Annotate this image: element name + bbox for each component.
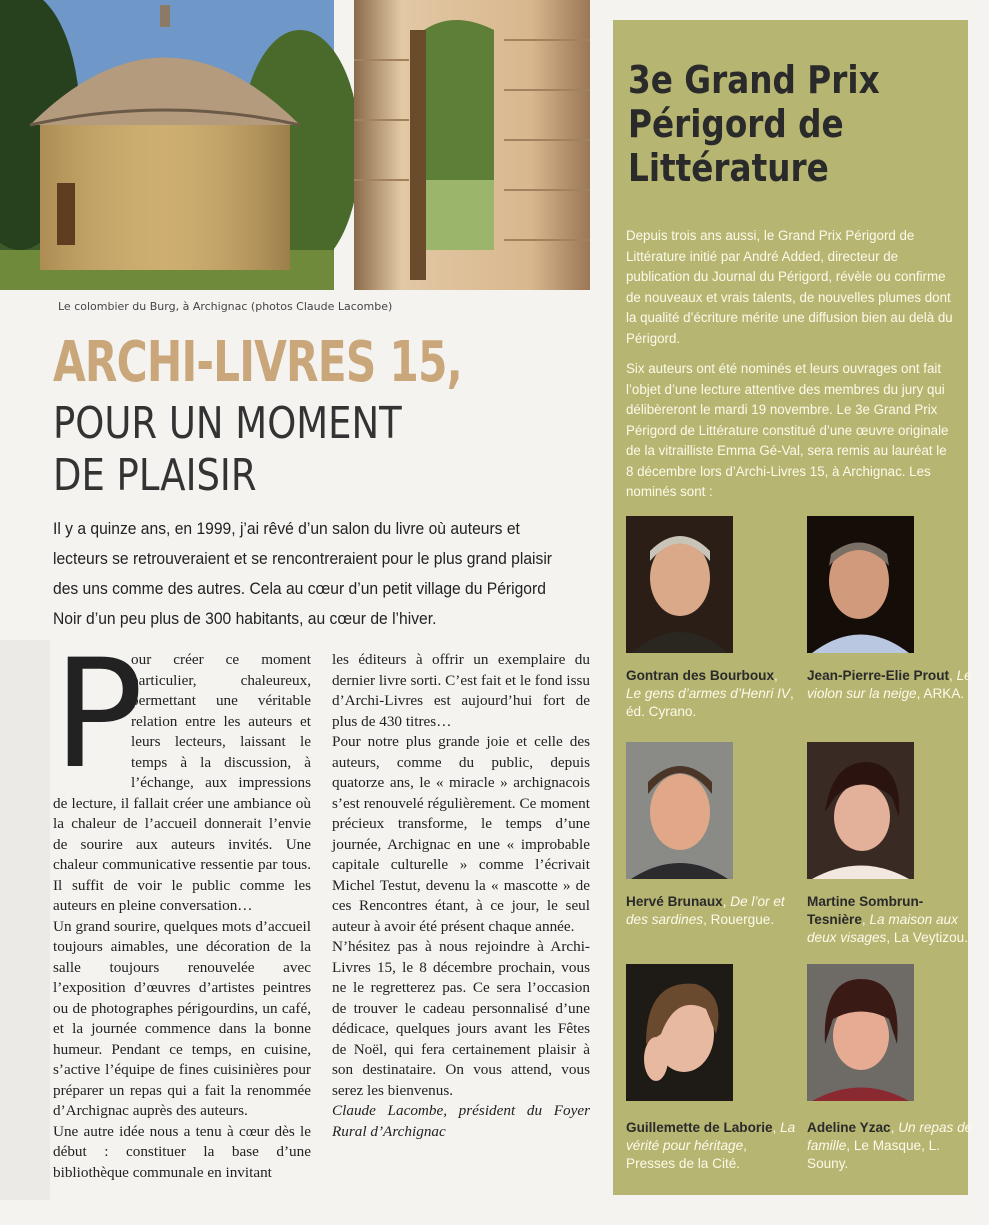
portrait-nominee-5	[626, 964, 733, 1101]
nominee-book-title: Un repas de famille	[807, 1120, 973, 1153]
prize-title-line1: 3e Grand Prix	[628, 58, 880, 102]
article-paragraph: Une autre idée nous a tenu à cœur dès le début : constituer la base d’une bibliothèque communale en invitant	[53, 1122, 311, 1181]
nominee-publisher: , Le Masque, L. Souny.	[807, 1138, 940, 1171]
photo-colombier	[0, 0, 334, 290]
nominee-name: Adeline Yzac	[807, 1120, 891, 1135]
nominee-separator: ,	[774, 668, 778, 683]
article-paragraph: les éditeurs à offrir un exemplaire du dernier livre sorti. C’est fait et le fond issu d’Archi-Livres est aujourd’hui fort de plus de 430 titres…	[332, 651, 590, 730]
nominee-caption	[626, 893, 796, 929]
prize-title-line3: Littérature	[628, 146, 829, 190]
nominee-separator: ,	[949, 668, 957, 683]
nominee-caption	[807, 667, 977, 703]
portrait-nominee-2	[807, 516, 914, 653]
photo-caption: Le colombier du Burg, à Archignac (photos Claude Lacombe)	[58, 300, 393, 313]
dropcap-p	[53, 628, 144, 802]
nominee-name: Hervé Brunaux	[626, 894, 723, 909]
intro-paragraph: Il y a quinze ans, en 1999, j’ai rêvé d’un salon du livre où auteurs et lecteurs se retrouveraient et se rencontreraient pour le plus grand plaisir des uns comme des autres. Cela au cœur d’un petit village du Périgord Noir d’un peu plus de 300 habitants, au cœur de l’hiver.	[53, 519, 553, 628]
nominee-publisher: , éd. Cyrano.	[626, 686, 794, 719]
prize-paragraph: Depuis trois ans aussi, le Grand Prix Périgord de Littérature initié par André Added, directeur de publication du Journal du Périgord, révèle ou confirme de nouveaux et vrais talents, de nouvelles plumes dont la qualité d’écriture mérite une diffusion bien au delà du Périgord.	[626, 228, 953, 347]
headline-sub-line2: DE PLAISIR	[53, 450, 257, 501]
nominee-separator: ,	[861, 912, 870, 927]
article-paragraph: N’hésitez pas à nous rejoindre à Archi-Livres 15, le 8 décembre prochain, vous ne le regretterez pas. Ce sera l’occasion de trouver le cadeau personnalisé d’une dédicace, quelques jours avant les Fêtes de Noël, qui fera certainement plaisir à son destinataire. On vous attend, vous serez les bienvenus.	[332, 938, 590, 1099]
article-paragraph: Un grand sourire, quelques mots d’accueil toujours aimables, une décoration de la salle toujours renouvelée avec l’exposition d’œuvres d’artistes peintres ou de photographes périgourdins, un café, et la journée commence dans la bonne humeur. Pendant ce temps, en cuisine, s’active l’équipe de fines cuisinières pour préparer un repas qui a fait la renommée d’Archignac auprès des auteurs.	[53, 917, 311, 1119]
nominee-name: Guillemette de Laborie	[626, 1120, 773, 1135]
headline-sub-line1: POUR UN MOMENT	[53, 398, 402, 449]
article-paragraph: our créer ce moment particulier, chaleureux, permettant une véritable relation entre les auteurs et leurs lecteurs, laissant le temps à la discussion, à l’échange, aux impressions de lecture, il fallait créer une ambiance où la chaleur de l’accueil donnerait l’envie de sourire aux auteurs invités. Une chaleur communicative ressentie par tous. Il suffit de voir le public comme les auteurs en pleine conversation…	[53, 651, 311, 914]
portrait-nominee-6	[807, 964, 914, 1101]
article-column-1	[53, 628, 311, 1183]
article-column-2	[332, 650, 590, 1142]
nominee-publisher: , ARKA.	[916, 686, 965, 701]
portrait-nominee-3	[626, 742, 733, 879]
prize-title-line2: Périgord de	[628, 102, 844, 146]
page-edge-strip	[0, 640, 50, 1200]
nominee-name: Jean-Pierre-Elie Prout	[807, 668, 950, 683]
article-paragraph: Pour notre plus grande joie et celle des auteurs, comme du public, depuis quatorze ans, le « miracle » archignacois s’est renouvelé régulièrement. Ce moment précieux transforme, le temps d’une journée, Archignac en une « improbable capitale culturelle » comme l’écrivait Michel Testut, devenu la « mascotte » de ces Rencontres étant, à ce jour, le seul auteur à avoir été présent chaque année.	[332, 733, 590, 935]
nominee-separator: ,	[772, 1120, 781, 1135]
nominee-caption	[626, 1119, 796, 1173]
photo-doorway	[354, 0, 590, 290]
nominee-publisher: , Rouergue.	[703, 912, 775, 927]
prize-text	[626, 226, 955, 513]
nominee-publisher: , Presses de la Cité.	[626, 1138, 747, 1171]
nominee-separator: ,	[890, 1120, 899, 1135]
dropcap-letter: P	[53, 628, 144, 802]
nominee-publisher: , La Veytizou.	[886, 930, 968, 945]
portrait-nominee-4	[807, 742, 914, 879]
nominee-book-title: Le gens d’armes d’Henri IV	[626, 686, 790, 701]
nominee-caption	[807, 893, 977, 947]
nominee-caption	[626, 667, 796, 721]
headline-main: ARCHI-LIVRES 15,	[53, 330, 462, 395]
nominee-name: Martine Sombrun-Tesnière	[807, 894, 924, 927]
nominee-book-title: La maison aux deux visages	[807, 912, 958, 945]
prize-title	[628, 58, 880, 190]
nominee-book-title: La vérité pour héritage	[626, 1120, 796, 1153]
headline-sub	[53, 398, 402, 502]
nominee-caption	[807, 1119, 977, 1173]
nominee-book-title: Le violon sur la neige	[807, 668, 972, 701]
portrait-nominee-1	[626, 516, 733, 653]
prize-paragraph: Six auteurs ont été nominés et leurs ouvrages ont fait l’objet d’une lecture attentive des membres du jury qui délibèreront le mardi 19 novembre. Le 3e Grand Prix Périgord de Littérature constitué d’une œuvre originale de la vitrailliste Emma Gé-Val, sera remis au lauréat le 8 décembre lors d’Archi-Livres 15, à Archignac. Les nominés sont :	[626, 361, 949, 500]
article-signature: Claude Lacombe, président du Foyer Rural d’Archignac	[332, 1102, 590, 1140]
nominee-name: Gontran des Bourboux	[626, 668, 775, 683]
nominee-book-title: De l’or et des sardines	[626, 894, 785, 927]
nominee-separator: ,	[722, 894, 731, 909]
